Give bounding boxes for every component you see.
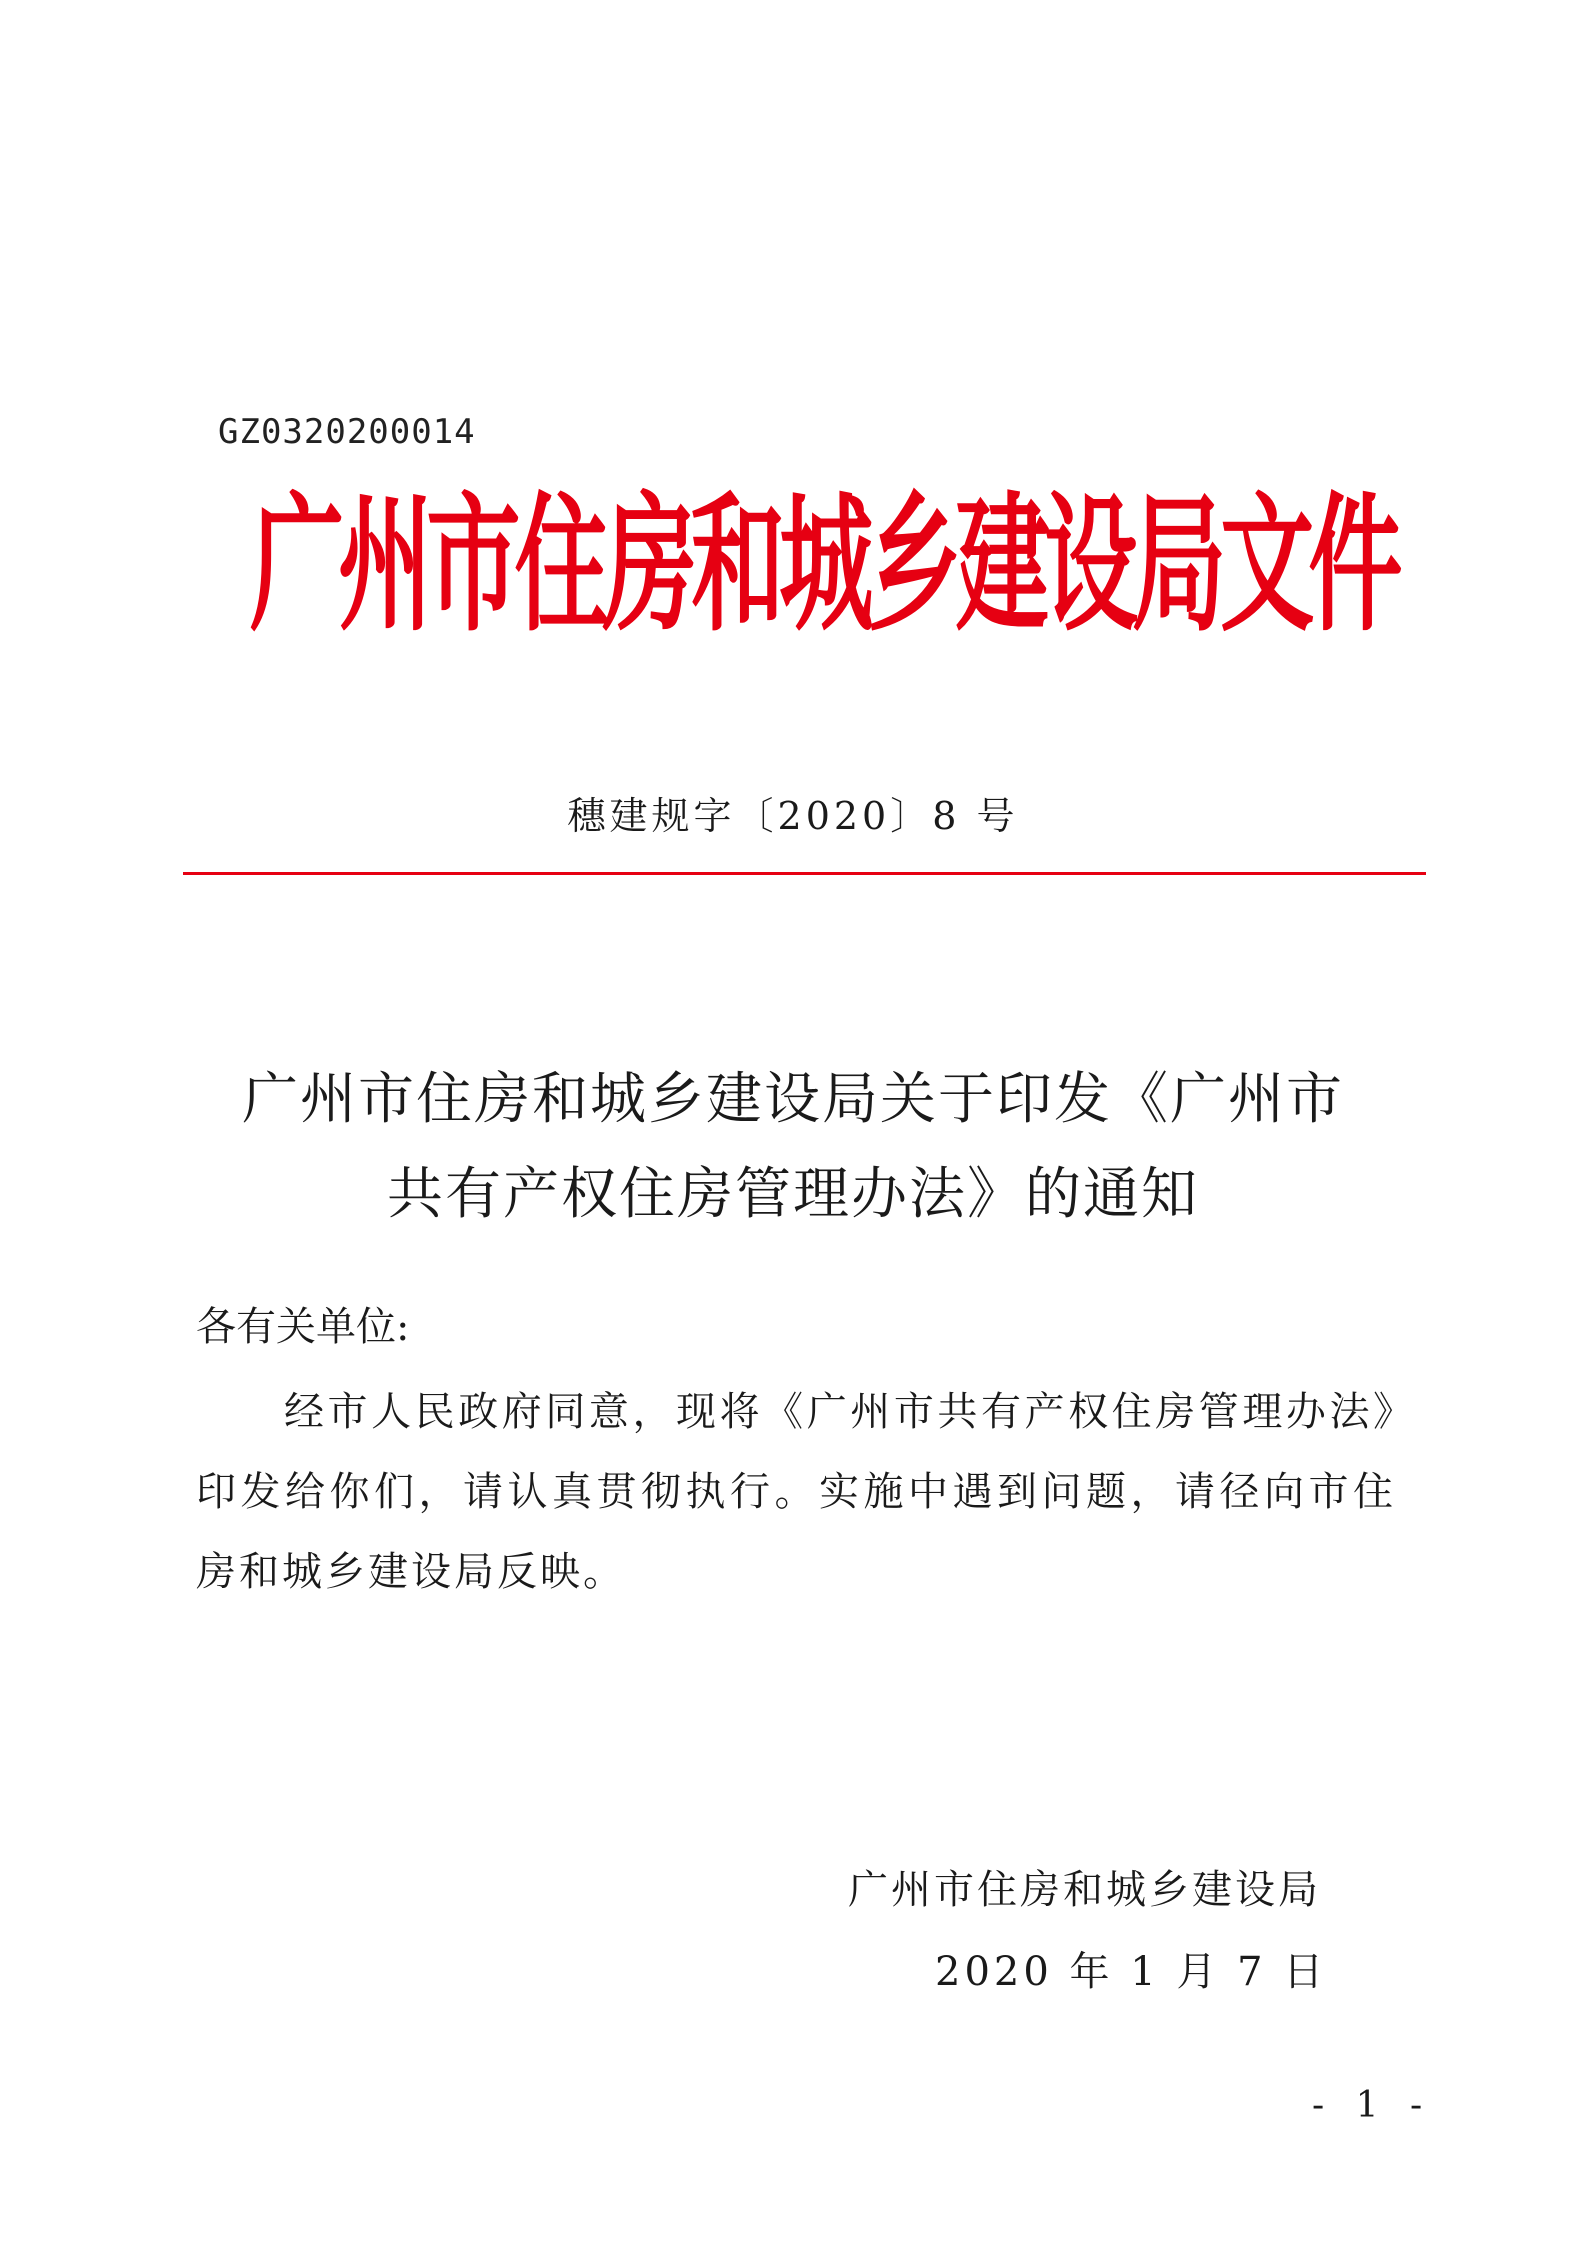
- notice-title-line-1: 广州市住房和城乡建设局关于印发《广州市: [242, 1067, 1344, 1132]
- document-code: GZ0320200014: [218, 412, 476, 452]
- salutation: 各有关单位:: [196, 1304, 410, 1350]
- document-number: 穗建规字〔2020〕8 号: [567, 794, 1019, 838]
- page-number: - 1 -: [1312, 2085, 1433, 2126]
- notice-title-line-2: 共有产权住房管理办法》的通知: [387, 1162, 1199, 1227]
- signature-organization: 广州市住房和城乡建设局: [848, 1867, 1321, 1913]
- masthead: [250, 478, 1397, 680]
- red-divider: [183, 872, 1426, 875]
- signature-date: 2020 年 1 月 7 日: [935, 1949, 1328, 1995]
- body-paragraph: 经市人民政府同意，现将《广州市共有产权住房管理办法》印发给你们，请认真贯彻执行。实施中遇到问题，请径向市住房和城乡建设局反映。: [196, 1389, 1396, 1595]
- masthead-title: 广州市住房和城乡建设局文件: [250, 478, 1397, 653]
